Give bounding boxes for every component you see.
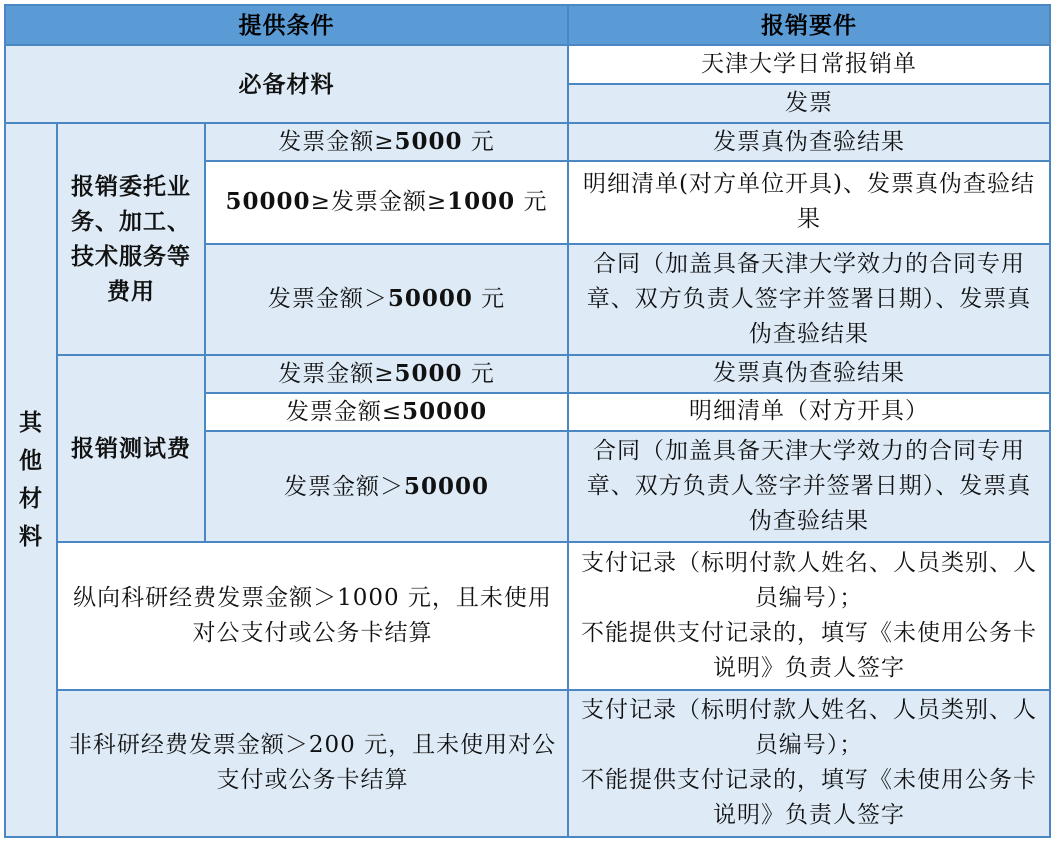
testing-fee-label: 报销测试费 [57,355,205,542]
header-condition: 提供条件 [5,5,568,45]
required-item-form: 天津大学日常报销单 [568,45,1050,84]
non-research-condition: 非科研经费发票金额＞200 元，且未使用对公支付或公务卡结算 [57,690,568,837]
non-research-row [5,690,1050,837]
research-condition: 纵向科研经费发票金额＞1000 元，且未使用对公支付或公务卡结算 [57,542,568,689]
outsourcing-condition-2: 50000≥发票金额≥1000 元 [205,161,568,243]
testing-row-1 [5,355,1050,393]
outsourcing-condition-3: 发票金额＞50000 元 [205,244,568,355]
outsourcing-requirement-3: 合同（加盖具备天津大学效力的合同专用章、双方负责人签字并签署日期）、发票真伪查验结果 [568,244,1050,355]
testing-condition-2: 发票金额≤50000 [205,393,568,431]
non-research-requirement: 支付记录（标明付款人姓名、人员类别、人员编号）； 不能提供支付记录的，填写《未使用公务卡说明》负责人签字 [568,690,1050,837]
research-row [5,542,1050,689]
testing-requirement-3: 合同（加盖具备天津大学效力的合同专用章、双方负责人签字并签署日期）、发票真伪查验结果 [568,431,1050,542]
outsourcing-requirement-2: 明细清单(对方单位开具)、发票真伪查验结果 [568,161,1050,243]
outsourcing-row-1 [5,123,1050,161]
research-requirement: 支付记录（标明付款人姓名、人员类别、人员编号）； 不能提供支付记录的，填写《未使用公务卡说明》负责人签字 [568,542,1050,689]
header-row [5,5,1050,45]
testing-condition-1: 发票金额≥5000 元 [205,355,568,393]
header-requirement: 报销要件 [568,5,1050,45]
required-materials-label: 必备材料 [5,45,568,123]
required-item-invoice: 发票 [568,84,1050,123]
outsourcing-condition-1: 发票金额≥5000 元 [205,123,568,161]
outsourcing-requirement-1: 发票真伪查验结果 [568,123,1050,161]
required-row-1 [5,45,1050,84]
other-materials-label: 其他材料 [5,123,57,837]
testing-requirement-2: 明细清单（对方开具） [568,393,1050,431]
outsourcing-label: 报销委托业务、加工、技术服务等费用 [57,123,205,355]
testing-requirement-1: 发票真伪查验结果 [568,355,1050,393]
reimbursement-requirements-table [4,4,1051,838]
testing-condition-3: 发票金额＞50000 [205,431,568,542]
